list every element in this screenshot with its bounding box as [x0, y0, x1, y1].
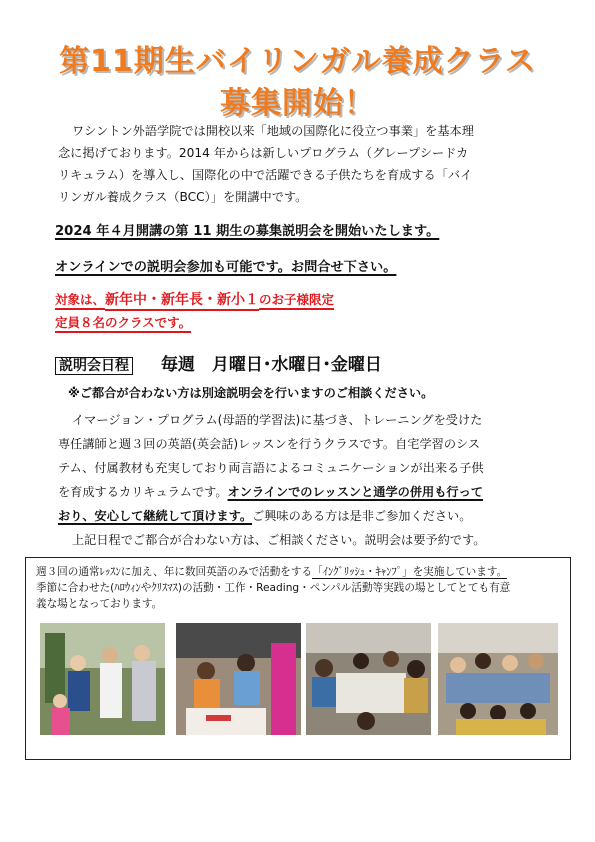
schedule-days: 毎週 月曜日･水曜日･金曜日 [160, 355, 382, 375]
page-subtitle: 募集開始！ [220, 86, 375, 121]
description-paragraph [58, 408, 558, 552]
announcement-opening [55, 220, 439, 239]
english-camp-label: 「ｲﾝｸﾞﾘｯｼｭ・ｷｬﾝﾌﾟ」 [312, 566, 413, 578]
target-grades: 新年中・新年長・新小１ [105, 292, 259, 311]
schedule-label: 説明会日程 [55, 357, 133, 375]
description-line: テム、付属教材も充実しており両言語によるコミュニケーションが出来る子供 [58, 461, 484, 475]
intro-line: ワシントン外語学院では開校以来「地域の国際化に役立つ事業」を基本理 [72, 124, 474, 138]
description-line [58, 480, 558, 504]
schedule-row [55, 350, 382, 375]
description-text: を育成するカリキュラムです。 [58, 485, 228, 499]
target-line [55, 289, 334, 309]
panel-text [36, 564, 564, 612]
activity-panel [25, 557, 571, 760]
description-online-emphasis: オンラインでのレッスンと通学の併用も行って [227, 485, 483, 499]
capacity-line [55, 313, 191, 331]
announcement-online [55, 256, 396, 275]
activity-photo [438, 623, 558, 735]
page-title: 第11期生バイリンガル養成クラス [59, 44, 536, 79]
description-line [58, 504, 558, 528]
description-text: ご興味のある方は是非ご参加ください。 [252, 509, 472, 523]
panel-text-part: 週３回の通常ﾚｯｽﾝに加え、年に数回英語のみで活動をする [36, 566, 313, 578]
activity-photo [176, 623, 301, 735]
panel-line: 季節に合わせた(ﾊﾛｳｨﾝやｸﾘｽﾏｽ)の活動・工作・Reading・ペンパル活動等実践の場としてとても有意 [36, 582, 511, 594]
announcement-opening-text: 2024 年４月開講の第 11 期生の募集説明会を開始いたします。 [55, 224, 440, 239]
description-line: 専任講師と週３回の英語(英会話)レッスンを行うクラスです。自宅学習のシス [58, 437, 481, 451]
description-line: イマージョン・プログラム(母語的学習法)に基づき、トレーニングを受けた [72, 413, 483, 427]
panel-text-part: を実施しています。 [412, 566, 508, 578]
panel-line: 義な場となっております。 [36, 598, 163, 610]
description-continue-emphasis: おり、安心して継続して頂けます。 [58, 509, 253, 523]
description-line: 上記日程でご都合が合わない方は、ご相談ください。説明会は要予約です。 [72, 533, 486, 547]
panel-line [36, 564, 564, 580]
capacity-text: 定員８名のクラスです。 [55, 315, 191, 333]
target-prefix: 対象は、 [55, 292, 105, 310]
intro-line: 念に掲げております。2014 年からは新しいプログラム（グレープシードカ [58, 146, 469, 160]
intro-paragraph [58, 120, 558, 208]
activity-photo [40, 623, 165, 735]
activity-photo [306, 623, 431, 735]
target-suffix: のお子様限定 [259, 292, 334, 310]
intro-line: リンガル養成クラス（BCC）」を開講中です。 [58, 190, 308, 204]
intro-line: リキュラム）を導入し、国際化の中で活躍できる子供たちを育成する「バイ [58, 168, 473, 182]
schedule-note: ※ご都合が合わない方は別途説明会を行いますのご相談ください。 [68, 386, 434, 400]
announcement-online-text: オンラインでの説明会参加も可能です。お問合せ下さい。 [55, 260, 397, 275]
